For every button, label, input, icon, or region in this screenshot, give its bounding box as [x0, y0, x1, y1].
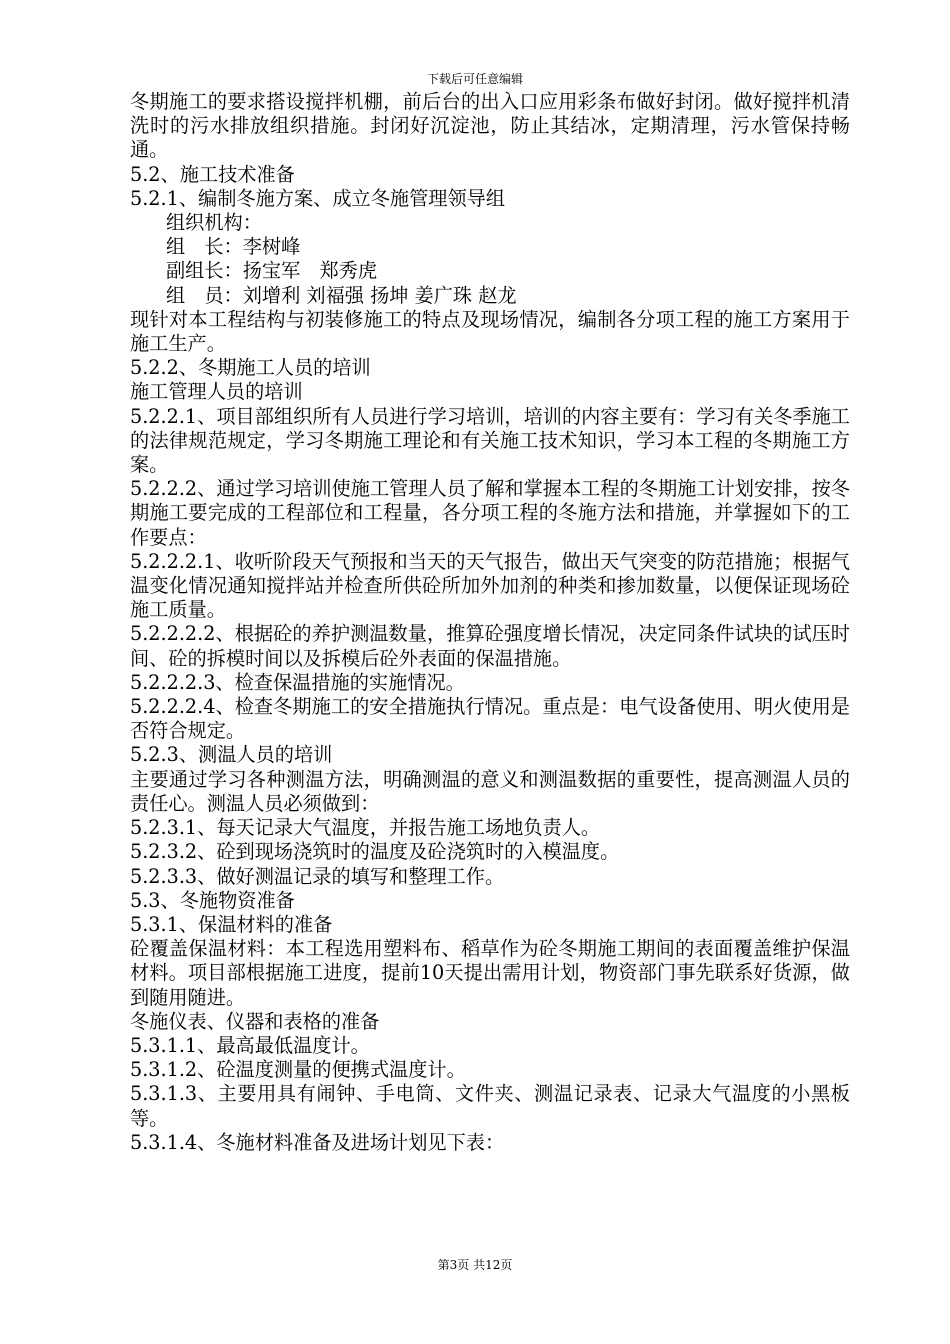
- paragraph: 5.2.3.3、做好测温记录的填写和整理工作。: [130, 864, 505, 888]
- paragraph: 组织机构：: [166, 211, 262, 235]
- document-body: [130, 90, 850, 1155]
- paragraph: 冬施仪表、仪器和表格的准备: [130, 1009, 380, 1033]
- paragraph: 5.2.2.2、通过学习培训使施工管理人员了解和掌握本工程的冬期施工计划安排，按冬期施工要完成的工程部位和工程量，各分项工程的冬施方法和措施，并掌握如下的工作要点：: [130, 477, 850, 549]
- paragraph: 5.3.1.2、砼温度测量的便携式温度计。: [130, 1058, 466, 1082]
- paragraph: 5.2、施工技术准备: [130, 162, 295, 186]
- paragraph: 组 长：李树峰: [166, 235, 301, 259]
- paragraph: 施工管理人员的培训: [130, 380, 303, 404]
- paragraph: 5.3.1.3、主要用具有闹钟、手电筒、文件夹、测温记录表、记录大气温度的小黑板等。: [130, 1082, 850, 1130]
- paragraph: 5.2.1、编制冬施方案、成立冬施管理领导组: [130, 186, 506, 210]
- page-footer: 第3页 共12页: [437, 1258, 513, 1272]
- paragraph: 副组长：扬宝军 郑秀虎: [166, 259, 378, 283]
- paragraph: 冬期施工的要求搭设搅拌机棚，前后台的出入口应用彩条布做好封闭。做好搅拌机清洗时的污水排放组织措施。封闭好沉淀池，防止其结冰，定期清理，污水管保持畅通。: [130, 90, 850, 162]
- page-header: 下载后可任意编辑: [426, 72, 523, 86]
- paragraph: 5.2.3.1、每天记录大气温度，并报告施工场地负责人。: [130, 816, 601, 840]
- paragraph: 组 员：刘增利 刘福强 扬坤 姜广珠 赵龙: [166, 283, 517, 307]
- paragraph: 砼覆盖保温材料：本工程选用塑料布、稻草作为砼冬期施工期间的表面覆盖维护保温材料。项目部根据施工进度，提前10天提出需用计划，物资部门事先联系好货源，做到随用随进。: [130, 937, 850, 1009]
- paragraph: 主要通过学习各种测温方法，明确测温的意义和测温数据的重要性，提高测温人员的责任心。测温人员必须做到：: [130, 767, 850, 815]
- paragraph: 5.3、冬施物资准备: [130, 888, 295, 912]
- paragraph: 5.2.2.2.1、收听阶段天气预报和当天的天气报告，做出天气突变的防范措施；根据气温变化情况通知搅拌站并检查所供砼所加外加剂的种类和掺加数量，以便保证现场砼施工质量。: [130, 549, 850, 622]
- paragraph: 5.2.2.1、项目部组织所有人员进行学习培训，培训的内容主要有：学习有关冬季施工的法律规范规定，学习冬期施工理论和有关施工技术知识，学习本工程的冬期施工方案。: [130, 404, 850, 477]
- paragraph: 5.2.3.2、砼到现场浇筑时的温度及砼浇筑时的入模温度。: [130, 840, 620, 864]
- paragraph: 5.2.3、测温人员的培训: [130, 743, 333, 767]
- paragraph: 现针对本工程结构与初装修施工的特点及现场情况，编制各分项工程的施工方案用于施工生产。: [130, 307, 850, 356]
- paragraph: 5.3.1、保温材料的准备: [130, 912, 333, 936]
- paragraph: 5.3.1.1、最高最低温度计。: [130, 1033, 370, 1057]
- paragraph: 5.2.2.2.4、检查冬期施工的安全措施执行情况。重点是：电气设备使用、明火使用是否符合规定。: [130, 695, 850, 743]
- paragraph: 5.3.1.4、冬施材料准备及进场计划见下表：: [130, 1130, 505, 1154]
- paragraph: 5.2.2.2.3、检查保温措施的实施情况。: [130, 670, 465, 694]
- paragraph: 5.2.2、冬期施工人员的培训: [130, 356, 371, 380]
- paragraph: 5.2.2.2.2、根据砼的养护测温数量，推算砼强度增长情况，决定同条件试块的试压时间、砼的拆模时间以及拆模后砼外表面的保温措施。: [130, 622, 850, 670]
